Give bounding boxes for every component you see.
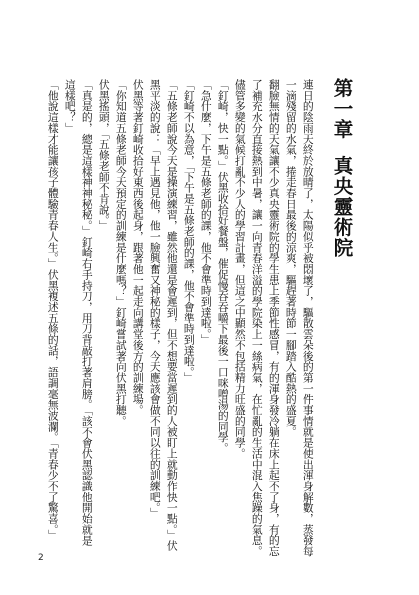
text-column: 這樣吧？」 xyxy=(63,79,77,134)
text-column: 「急什麼，下午是五條老師的課，他不會準時到達啦。」 xyxy=(199,79,213,345)
text-column: 連日的陰雨天終於放晴了，太陽似乎被悶壞了，驅散雲朵後的第一件事情就是使出渾身解數，蒸發每 xyxy=(301,79,315,557)
text-column: 黑平淡的說：「早上遇見他，他一臉興奮又神秘的樣子，今天應該會做不同以往的訓練吧。」 xyxy=(148,79,162,519)
text-column: 「釘崎不以為意，「下午是五條老師的課，他不會準時到達啦。」 xyxy=(182,79,196,383)
text-column: 「五條老師說今天是操演練習，雖然他還是會遲到，但不想要當遲到的人被盯上就動作快一點。」伏 xyxy=(165,79,179,551)
text-column: 儘管多變的氣候打亂不少人的學習計畫，但這之中顯然不包括精力旺盛的同學。 xyxy=(233,79,247,459)
chapter-title: 真央靈術院 xyxy=(330,155,354,258)
text-column: 了補充水分直接熱到中暑，讓一向青春洋溢的學院染上一絲病氣，在忙亂的生活中混入焦躁的氣息。 xyxy=(250,79,264,557)
text-column: 「真是的，總是這樣神神秘秘。」釘崎右手持刀，用刀背敲打著肩膀。「該不會伏黑認識他開始就是 xyxy=(80,79,94,546)
text-column: 「釘崎，快一點。」伏黑收拾好餐盤，催促慢吞吞嚼下最後一口咪噌湯的同學。 xyxy=(216,79,230,454)
text-column: 翻臉無情的天氣讓不少真央靈術院的學生患上季節性感冒，有的渾身發冷躺在床上起不了身，有的忘 xyxy=(267,79,281,557)
chapter-number: 第一章 xyxy=(330,78,354,140)
text-column: 伏黑搖頭，「五條老師不肯說。」 xyxy=(97,79,111,231)
text-column: 一滴殘留的水氣，捲走春日最後的涼爽，驅趕著時節一腳踏入酷熱的盛夏。 xyxy=(284,79,298,438)
text-column: 伏黑等著釘崎收拾好東西後起身，跟著他一起走向講堂後方的訓練場。 xyxy=(131,79,145,416)
text-column: 「他說這樣才能讓孩子體驗青春人生。」伏黑複述五條的話，語調毫無波瀾。「青春少不了驚喜。」 xyxy=(46,79,60,541)
chapter-heading xyxy=(332,78,352,258)
text-column: 「你知道五條老師今天預定的訓練是什麼嗎？」釘崎嘗試著向伏黑打聽。 xyxy=(114,79,128,427)
page-number: 2 xyxy=(38,553,44,563)
